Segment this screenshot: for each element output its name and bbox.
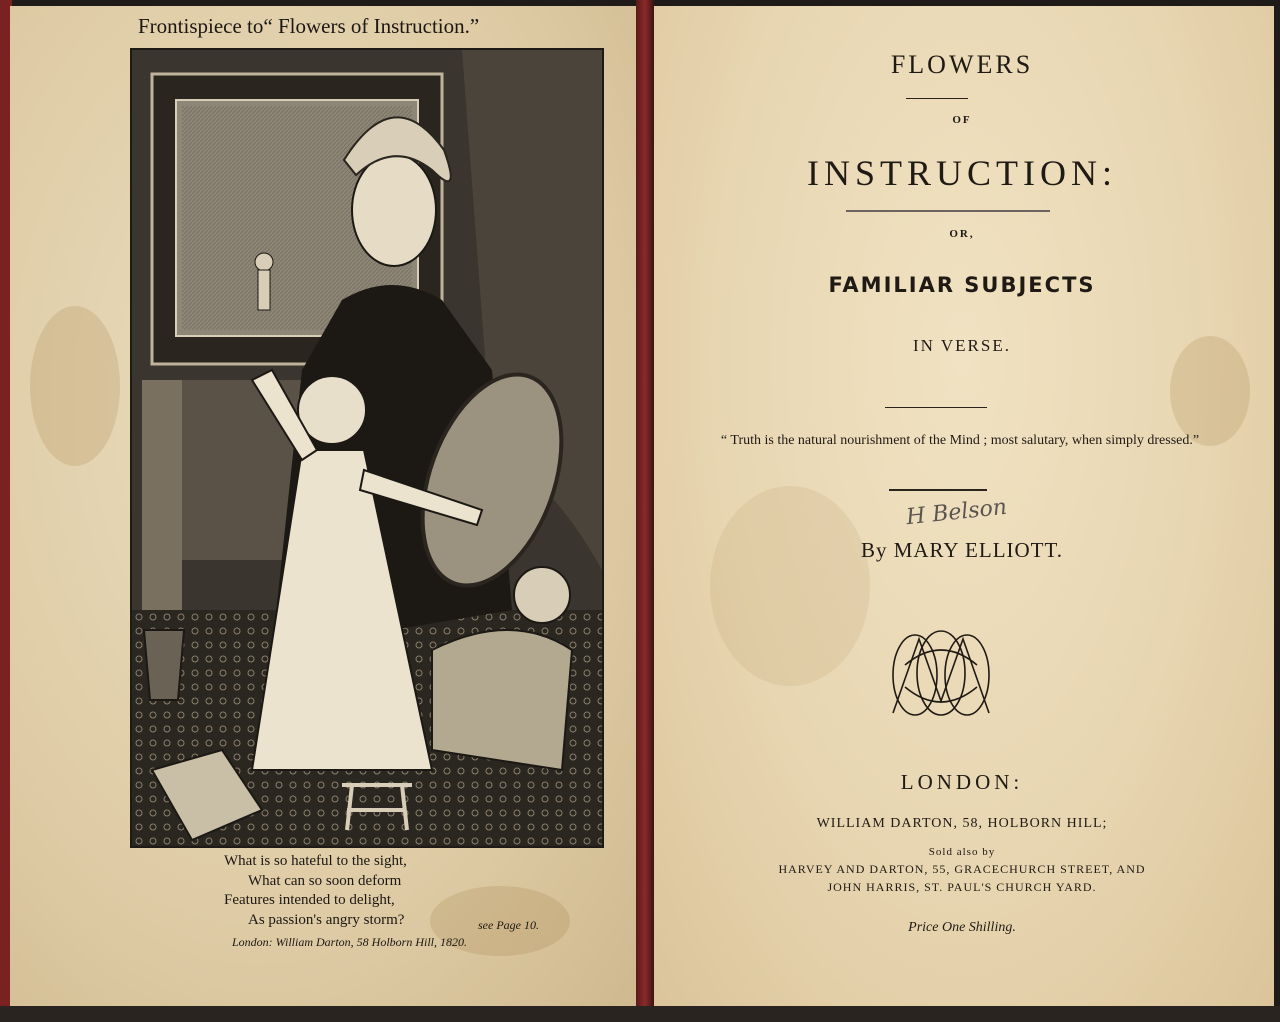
subtitle: FAMILIAR SUBJECTS bbox=[828, 273, 1096, 297]
foxing-stain bbox=[30, 306, 120, 466]
imprint-seller: JOHN HARRIS, ST. PAUL'S CHURCH YARD. bbox=[827, 880, 1097, 894]
epigraph: “ Truth is the natural nourishment of the Mind ; most salutary, when simply dressed.” bbox=[720, 433, 1200, 448]
frontispiece-poem bbox=[224, 852, 407, 930]
pencil-underline bbox=[846, 210, 1050, 212]
divider-rule bbox=[885, 407, 987, 408]
poem-line: What is so hateful to the sight, bbox=[224, 853, 407, 869]
frontispiece-engraving bbox=[130, 48, 604, 848]
divider-rule bbox=[889, 489, 987, 491]
imprint-seller: HARVEY AND DARTON, 55, GRACECHURCH STREET, AND bbox=[778, 862, 1146, 876]
foxing-stain bbox=[710, 486, 870, 686]
publisher-monogram-icon bbox=[885, 625, 997, 725]
poem-line: Features intended to delight, bbox=[224, 892, 395, 908]
imprint-sold-also: Sold also by bbox=[928, 846, 996, 858]
imprint-place: LONDON: bbox=[900, 770, 1024, 794]
poem-line: As passion's angry storm? bbox=[248, 911, 405, 928]
engraving-imprint: London: William Darton, 58 Holborn Hill, 1820. bbox=[232, 935, 468, 949]
title-flowers: FLOWERS bbox=[890, 50, 1034, 79]
handwritten-signature: H Belson bbox=[904, 494, 1009, 531]
title-instruction: INSTRUCTION: bbox=[807, 153, 1117, 193]
frontispiece-title: Frontispiece to“ Flowers of Instruction.” bbox=[138, 14, 480, 38]
title-of: OF bbox=[952, 114, 972, 126]
page-reference: see Page 10. bbox=[478, 918, 539, 932]
cover-edge bbox=[0, 1006, 1280, 1022]
subtitle-in-verse: IN VERSE. bbox=[913, 336, 1011, 355]
title-or: OR, bbox=[949, 228, 975, 240]
price-line: Price One Shilling. bbox=[908, 920, 1016, 935]
divider-rule bbox=[906, 98, 968, 99]
imprint-publisher: WILLIAM DARTON, 58, HOLBORN HILL; bbox=[816, 816, 1108, 831]
engraving-illustration bbox=[132, 50, 602, 846]
author-line: By MARY ELLIOTT. bbox=[860, 538, 1064, 562]
poem-line: What can so soon deform bbox=[248, 872, 402, 889]
